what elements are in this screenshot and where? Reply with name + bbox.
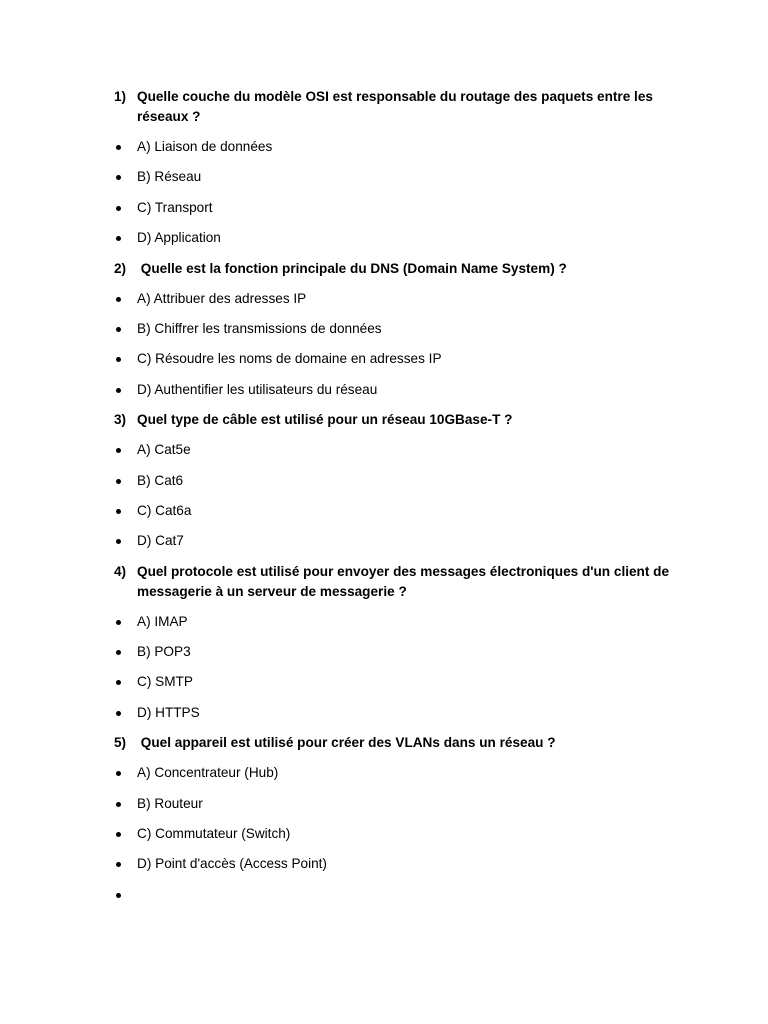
option-text: A) Concentrateur (Hub) <box>137 765 279 781</box>
quiz-content <box>114 87 674 915</box>
option-text: D) Authentifier les utilisateurs du réseau <box>137 381 378 397</box>
bullet-icon <box>114 794 137 814</box>
question-1 <box>114 87 674 127</box>
list-item <box>114 531 674 551</box>
bullet-icon <box>114 763 137 783</box>
list-item <box>114 289 674 309</box>
bullet-icon <box>114 380 137 400</box>
question-2 <box>114 259 674 279</box>
option-text: B) POP3 <box>137 644 191 660</box>
list-item <box>114 824 674 844</box>
option-text: B) Cat6 <box>137 472 184 488</box>
bullet-icon <box>114 198 137 218</box>
bullet-icon <box>114 501 137 521</box>
option-text: D) Cat7 <box>137 533 184 549</box>
bullet-icon <box>114 854 137 874</box>
bullet-icon <box>114 531 137 551</box>
question-text: Quelle couche du modèle OSI est responsable du routage des paquets entre les réseaux ? <box>137 89 653 124</box>
question-text: Quel appareil est utilisé pour créer des VLANs dans un réseau ? <box>137 735 556 751</box>
list-item <box>114 763 674 783</box>
bullet-icon <box>114 642 137 662</box>
list-item <box>114 440 674 460</box>
bullet-icon <box>114 703 137 723</box>
option-text: D) HTTPS <box>137 704 200 720</box>
option-text: D) Point d'accès (Access Point) <box>137 856 327 872</box>
question-5 <box>114 733 674 753</box>
list-item <box>114 471 674 491</box>
list-item <box>114 672 674 692</box>
list-item <box>114 319 674 339</box>
list-item <box>114 854 674 874</box>
list-item <box>114 349 674 369</box>
list-item <box>114 642 674 662</box>
question-text: Quel type de câble est utilisé pour un réseau 10GBase-T ? <box>137 412 513 428</box>
list-item <box>114 380 674 400</box>
list-item <box>114 198 674 218</box>
bullet-icon <box>114 824 137 844</box>
list-item <box>114 167 674 187</box>
option-text: C) Résoudre les noms de domaine en adresses IP <box>137 351 442 367</box>
question-number: 5) <box>114 735 127 751</box>
list-item-empty <box>114 885 674 905</box>
question-number: 2) <box>114 260 127 276</box>
option-text: A) IMAP <box>137 613 188 629</box>
list-item <box>114 137 674 157</box>
question-text: Quel protocole est utilisé pour envoyer des messages électroniques d'un client de messagerie à un serveur de messagerie ? <box>137 563 670 599</box>
bullet-icon <box>114 319 137 339</box>
question-text: Quelle est la fonction principale du DNS (Domain Name System) ? <box>137 260 567 276</box>
question-number: 4) <box>114 563 127 579</box>
question-number: 1) <box>114 89 127 104</box>
bullet-icon <box>114 137 137 157</box>
list-item <box>114 501 674 521</box>
question-4 <box>114 562 674 602</box>
question-number: 3) <box>114 412 127 428</box>
question-3 <box>114 410 674 430</box>
option-text: B) Routeur <box>137 795 203 811</box>
option-text: C) SMTP <box>137 674 193 690</box>
option-text: B) Chiffrer les transmissions de données <box>137 320 382 336</box>
option-text: A) Liaison de données <box>137 139 273 154</box>
bullet-icon <box>114 167 137 187</box>
bullet-icon <box>114 228 137 248</box>
option-text: D) Application <box>137 230 221 246</box>
option-text: B) Réseau <box>137 169 202 185</box>
option-text: A) Attribuer des adresses IP <box>137 290 307 306</box>
option-text: A) Cat5e <box>137 442 191 458</box>
bullet-icon <box>114 440 137 460</box>
list-item <box>114 794 674 814</box>
bullet-icon <box>114 289 137 309</box>
bullet-icon <box>114 612 137 632</box>
bullet-icon <box>114 349 137 369</box>
bullet-icon <box>114 672 137 692</box>
list-item <box>114 612 674 632</box>
bullet-icon <box>114 471 137 491</box>
option-text: C) Cat6a <box>137 502 192 518</box>
list-item <box>114 228 674 248</box>
list-item <box>114 703 674 723</box>
option-text: C) Transport <box>137 199 213 215</box>
option-text: C) Commutateur (Switch) <box>137 826 291 842</box>
bullet-icon <box>114 885 137 905</box>
